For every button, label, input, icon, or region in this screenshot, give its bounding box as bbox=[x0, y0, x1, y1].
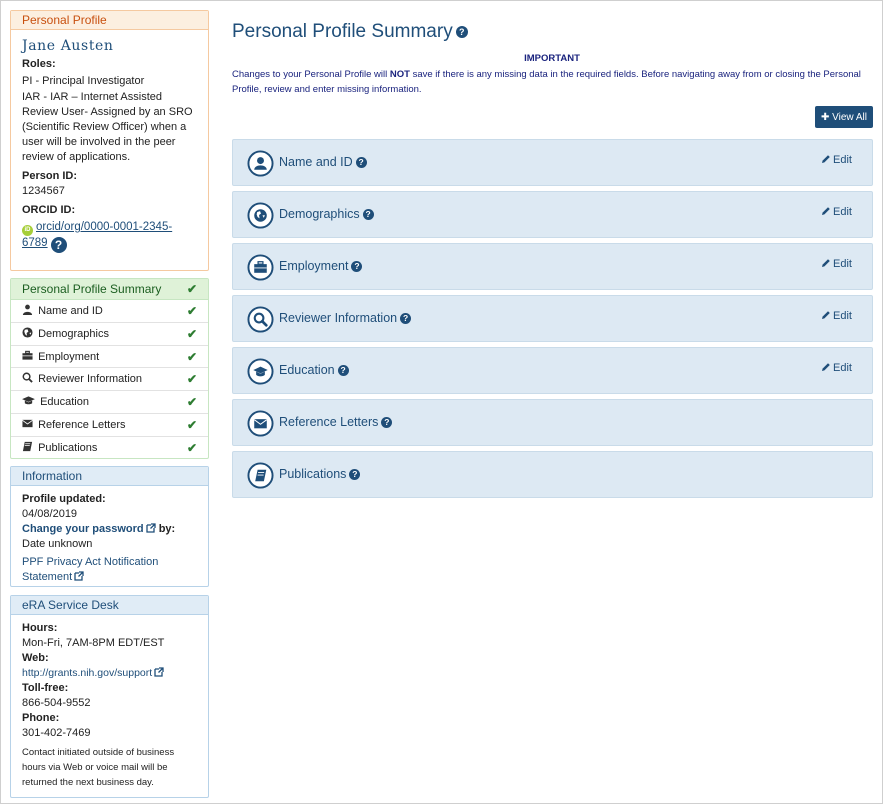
section-name-and-id[interactable] bbox=[232, 139, 873, 186]
profile-updated-label: Profile updated: bbox=[22, 493, 106, 505]
edit-demographics-button[interactable] bbox=[821, 206, 852, 218]
section-reference-letters[interactable] bbox=[232, 399, 873, 446]
user-icon bbox=[22, 304, 33, 315]
phone-value: 301-402-7469 bbox=[22, 727, 91, 739]
external-link-icon bbox=[154, 667, 164, 677]
graduation-cap-icon bbox=[247, 358, 274, 385]
section-label-text: Employment bbox=[279, 259, 349, 273]
view-all-button[interactable]: ✚ View All bbox=[815, 106, 873, 128]
check-icon: ✔ bbox=[186, 326, 197, 341]
search-icon bbox=[22, 372, 33, 383]
section-label bbox=[279, 259, 362, 273]
pencil-icon bbox=[821, 258, 831, 268]
hours-label: Hours: bbox=[22, 622, 58, 634]
nav-summary-label: Personal Profile Summary bbox=[22, 282, 162, 296]
profile-summary-nav bbox=[10, 278, 209, 459]
service-desk-panel bbox=[10, 595, 209, 798]
edit-name-and-id-button[interactable] bbox=[821, 154, 852, 166]
section-demographics[interactable] bbox=[232, 191, 873, 238]
nav-item-employment[interactable] bbox=[11, 346, 208, 369]
phone-label: Phone: bbox=[22, 712, 60, 724]
support-web-label: http://grants.nih.gov/support bbox=[22, 667, 153, 679]
section-label bbox=[279, 155, 367, 169]
briefcase-icon bbox=[22, 350, 33, 361]
help-icon[interactable]: ? bbox=[400, 313, 411, 324]
nav-item-demographics[interactable] bbox=[11, 323, 208, 346]
external-link-icon bbox=[146, 523, 156, 533]
help-icon[interactable]: ? bbox=[338, 365, 349, 376]
service-desk-note: Contact initiated outside of business hours via Web or voice mail will be returned the next business day. bbox=[22, 747, 175, 788]
page-title bbox=[232, 21, 468, 43]
role-iar: IAR - IAR – Internet Assisted Review User- Assigned by an SRO (Scientific Review Officer) when a user will be involved in the peer review of applications. bbox=[22, 91, 193, 163]
nav-item-publications[interactable] bbox=[11, 437, 208, 460]
section-label-text: Publications bbox=[279, 467, 347, 481]
check-icon: ✔ bbox=[186, 282, 197, 296]
check-icon: ✔ bbox=[186, 349, 197, 364]
pencil-icon bbox=[821, 310, 831, 320]
nav-item-reviewer-information[interactable] bbox=[11, 368, 208, 391]
nav-item-reference-letters[interactable] bbox=[11, 414, 208, 437]
web-label: Web: bbox=[22, 652, 49, 664]
tollfree-label: Toll-free: bbox=[22, 682, 69, 694]
change-password-label: Change your password bbox=[22, 523, 144, 535]
orcid-link[interactable]: orcid/org/0000-0001-2345-6789 bbox=[22, 221, 173, 249]
page-title-text: Personal Profile Summary bbox=[232, 21, 453, 42]
edit-employment-button[interactable] bbox=[821, 258, 852, 270]
pencil-icon bbox=[821, 154, 831, 164]
support-web-link[interactable] bbox=[22, 667, 164, 679]
role-pi: PI - Principal Investigator bbox=[22, 75, 145, 87]
nav-item-label: Name and ID bbox=[38, 305, 103, 317]
information-header: Information bbox=[11, 467, 208, 486]
edit-label: Edit bbox=[833, 310, 852, 322]
save-notice bbox=[232, 67, 872, 97]
user-name: Jane Austen bbox=[22, 38, 114, 54]
edit-reviewer-information-button[interactable] bbox=[821, 310, 852, 322]
profile-updated-value: 04/08/2019 bbox=[22, 508, 78, 520]
briefcase-icon bbox=[247, 254, 274, 281]
pencil-icon bbox=[821, 206, 831, 216]
section-label bbox=[279, 311, 411, 325]
search-icon bbox=[247, 306, 274, 333]
nav-item-label: Employment bbox=[38, 350, 100, 363]
pencil-icon bbox=[821, 362, 831, 372]
check-icon: ✔ bbox=[186, 395, 197, 410]
edit-label: Edit bbox=[833, 154, 852, 166]
section-publications[interactable] bbox=[232, 451, 873, 498]
graduation-cap-icon bbox=[22, 395, 35, 406]
section-label-text: Name and ID bbox=[279, 155, 353, 169]
edit-label: Edit bbox=[833, 258, 852, 270]
help-icon[interactable]: ? bbox=[351, 261, 362, 272]
hours-value: Mon-Fri, 7AM-8PM EDT/EST bbox=[22, 637, 165, 649]
orcid-logo-icon: iD bbox=[22, 225, 33, 236]
roles-label: Roles: bbox=[22, 58, 56, 70]
information-panel bbox=[10, 466, 209, 587]
section-label-text: Reference Letters bbox=[279, 415, 379, 429]
section-education[interactable] bbox=[232, 347, 873, 394]
tollfree-value: 866-504-9552 bbox=[22, 697, 91, 709]
notice-text-bold: NOT bbox=[389, 69, 410, 80]
edit-label: Edit bbox=[833, 206, 852, 218]
section-employment[interactable] bbox=[232, 243, 873, 290]
nav-item-name-and-id[interactable] bbox=[11, 300, 208, 323]
nav-item-label: Reviewer Information bbox=[38, 373, 142, 386]
envelope-icon bbox=[22, 418, 33, 429]
globe-icon bbox=[22, 327, 33, 338]
section-label bbox=[279, 415, 392, 429]
person-id-label: Person ID: bbox=[22, 170, 78, 182]
section-label-text: Reviewer Information bbox=[279, 311, 398, 325]
section-label bbox=[279, 467, 360, 481]
help-icon[interactable]: ? bbox=[381, 417, 392, 428]
check-icon: ✔ bbox=[186, 440, 197, 455]
nav-item-education[interactable] bbox=[11, 391, 208, 414]
title-help-icon[interactable]: ? bbox=[456, 26, 468, 38]
nav-item-summary[interactable] bbox=[11, 279, 208, 300]
check-icon: ✔ bbox=[186, 417, 197, 432]
book-icon bbox=[247, 462, 274, 489]
book-icon bbox=[22, 441, 33, 452]
person-id-value: 1234567 bbox=[22, 185, 65, 197]
edit-education-button[interactable] bbox=[821, 362, 852, 374]
nav-list bbox=[11, 300, 208, 460]
personal-profile-header: Personal Profile bbox=[11, 11, 208, 30]
personal-profile-panel bbox=[10, 10, 209, 271]
section-reviewer-information[interactable] bbox=[232, 295, 873, 342]
envelope-icon bbox=[247, 410, 274, 437]
notice-text-end: save if there is any missing data in the required fields. Before navigating away from or closing the Personal Profile, review and enter missing information. bbox=[232, 69, 861, 95]
section-label bbox=[279, 207, 374, 221]
change-password-link[interactable] bbox=[22, 523, 156, 535]
password-by-label: by: bbox=[158, 523, 176, 535]
nav-item-label: Demographics bbox=[38, 327, 109, 340]
nav-item-label: Publications bbox=[38, 441, 98, 454]
help-icon[interactable]: ? bbox=[356, 157, 367, 168]
help-icon[interactable]: ? bbox=[363, 209, 374, 220]
user-icon bbox=[247, 150, 274, 177]
nav-item-label: Reference Letters bbox=[38, 418, 126, 431]
section-label-text: Education bbox=[279, 363, 335, 377]
section-label bbox=[279, 363, 349, 377]
globe-icon bbox=[247, 202, 274, 229]
edit-label: Edit bbox=[833, 362, 852, 374]
privacy-act-link[interactable] bbox=[22, 556, 158, 583]
check-icon: ✔ bbox=[186, 372, 197, 387]
notice-text-start: Changes to your Personal Profile will bbox=[232, 69, 390, 80]
orcid-label: ORCID ID: bbox=[22, 204, 76, 216]
important-heading: IMPORTANT bbox=[524, 53, 580, 64]
check-icon: ✔ bbox=[186, 304, 197, 318]
nav-item-label: Education bbox=[40, 396, 89, 409]
help-icon[interactable]: ? bbox=[349, 469, 360, 480]
service-desk-header: eRA Service Desk bbox=[11, 596, 208, 615]
password-date: Date unknown bbox=[22, 538, 93, 550]
section-label-text: Demographics bbox=[279, 207, 360, 221]
orcid-help-icon[interactable]: ? bbox=[51, 237, 67, 253]
privacy-act-label: PPF Privacy Act Notification Statement bbox=[22, 556, 159, 583]
external-link-icon bbox=[74, 571, 84, 581]
